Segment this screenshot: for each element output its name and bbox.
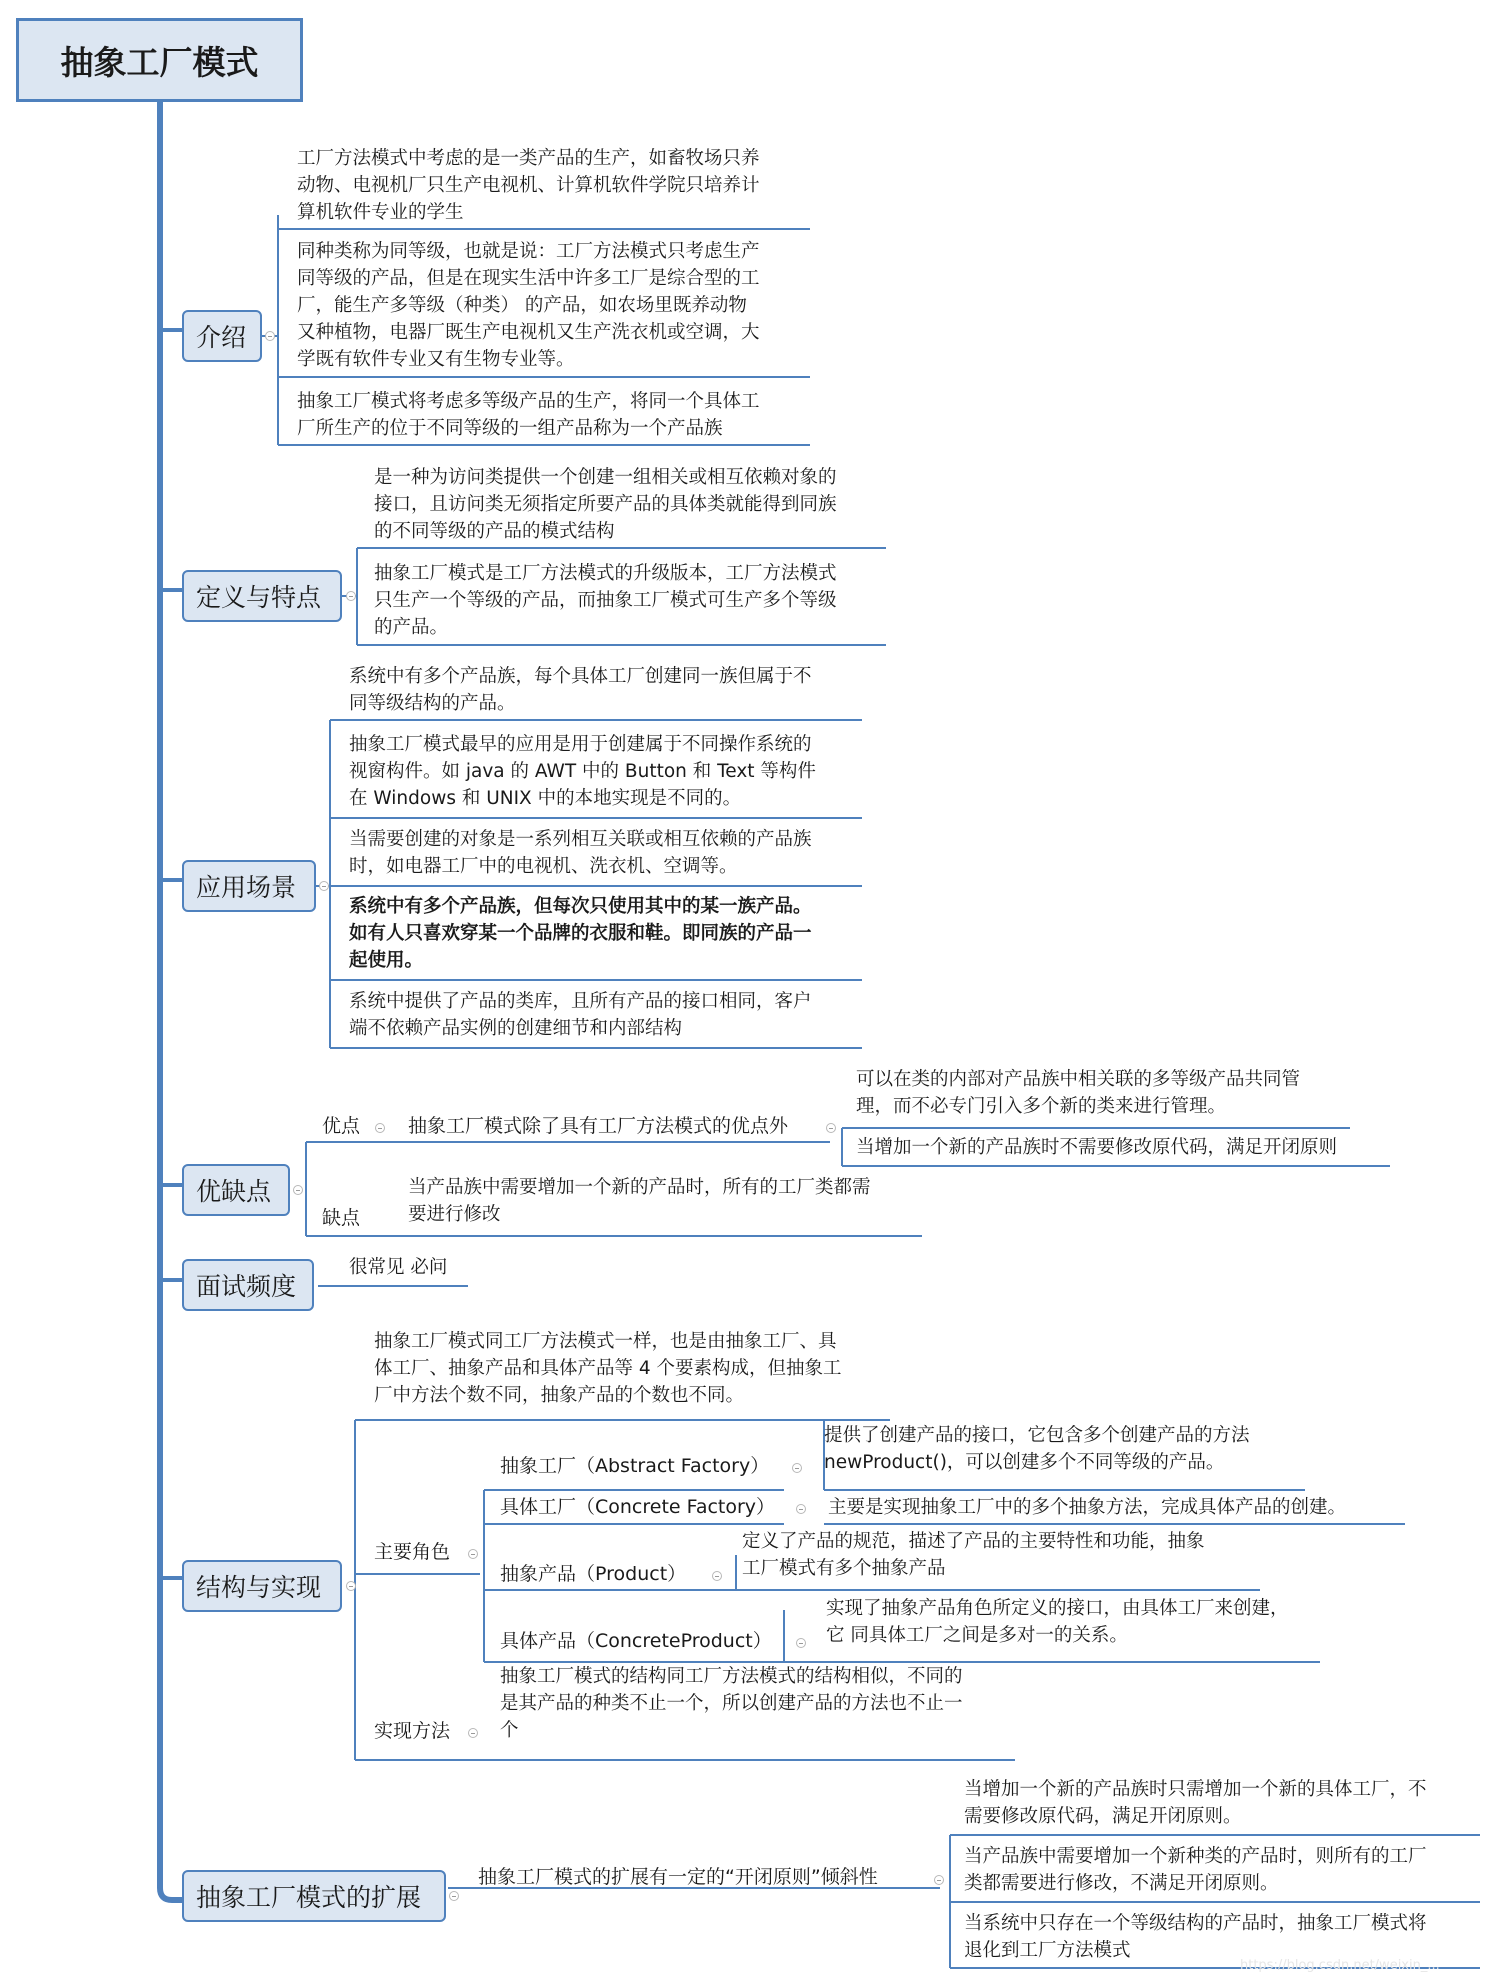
- collapse-icon[interactable]: [319, 881, 329, 891]
- pros-item-2: 当增加一个新的产品族时不需要修改原代码，满足开闭原则: [856, 1137, 1338, 1158]
- scenario-item-1: 系统中有多个产品族，每个具体工厂创建同一族但属于不 同等级结构的产品。: [349, 666, 812, 714]
- definition-item-1: 是一种为访问类提供一个创建一组相关或相互依赖对象的 接口，且访问类无须指定所要产品的具体类就能得到同族 的不同等级的产品的模式结构: [374, 467, 837, 542]
- pros-text: 抽象工厂模式除了具有工厂方法模式的优点外: [408, 1115, 789, 1137]
- pros-item-1: 可以在类的内部对产品族中相关联的多等级产品共同管 理，而不必专门引入多个新的类来进行管理。: [856, 1069, 1301, 1117]
- cons-label: 缺点: [322, 1207, 361, 1229]
- scenario-item-5: 系统中提供了产品的类库，且所有产品的接口相同，客户 端不依赖产品实例的创建细节和内部结构: [349, 991, 812, 1039]
- roles-label: 主要角色: [374, 1541, 451, 1563]
- collapse-icon[interactable]: [934, 1875, 944, 1885]
- role-concrete-product-desc: 实现了抽象产品角色所定义的接口，由具体工厂来创建， 它 同具体工厂之间是多对一的关系。: [826, 1598, 1289, 1646]
- collapse-icon[interactable]: [468, 1728, 478, 1738]
- role-abstract-factory: 抽象工厂（Abstract Factory）: [500, 1455, 770, 1477]
- root-topic[interactable]: 抽象工厂模式: [16, 18, 303, 102]
- collapse-icon[interactable]: [265, 331, 275, 341]
- collapse-icon[interactable]: [796, 1638, 806, 1648]
- topic-proscons[interactable]: 优缺点: [182, 1164, 290, 1216]
- role-concrete-product: 具体产品（ConcreteProduct）: [500, 1630, 772, 1652]
- extension-item-2: 当产品族中需要增加一个新种类的产品时，则所有的工厂 类都需要进行修改，不满足开闭原则。: [964, 1846, 1427, 1894]
- collapse-icon[interactable]: [449, 1891, 459, 1901]
- structure-intro: 抽象工厂模式同工厂方法模式一样，也是由抽象工厂、具 体工厂、抽象产品和具体产品等 4 个要素构成，但抽象工 厂中方法个数不同，抽象产品的个数也不同。: [374, 1331, 842, 1406]
- role-abstract-factory-desc: 提供了创建产品的接口，它包含多个创建产品的方法 newProduct()，可以创建多个不同等级的产品。: [824, 1425, 1250, 1473]
- role-concrete-factory: 具体工厂（Concrete Factory）: [500, 1496, 776, 1518]
- collapse-icon[interactable]: [712, 1571, 722, 1581]
- frequency-text: 很常见 必问: [349, 1257, 448, 1278]
- topic-intro[interactable]: 介绍: [182, 310, 262, 362]
- topic-structure[interactable]: 结构与实现: [182, 1560, 342, 1612]
- collapse-icon[interactable]: [826, 1123, 836, 1133]
- pros-label: 优点: [322, 1115, 361, 1137]
- intro-item-2: 同种类称为同等级，也就是说：工厂方法模式只考虑生产 同等级的产品，但是在现实生活中许多工厂是综合型的工 厂，能生产多等级（种类） 的产品，如农场里既养动物 又种植物，电器厂既生产电视机又生产洗衣机或空调，大 学既有软件专业又有生物专业等。: [297, 241, 760, 370]
- collapse-icon[interactable]: [796, 1504, 806, 1514]
- role-abstract-product-desc: 定义了产品的规范，描述了产品的主要特性和功能，抽象 工厂模式有多个抽象产品: [742, 1531, 1205, 1579]
- collapse-icon[interactable]: [468, 1549, 478, 1559]
- collapse-icon[interactable]: [293, 1185, 303, 1195]
- intro-item-1: 工厂方法模式中考虑的是一类产品的生产，如畜牧场只养 动物、电视机厂只生产电视机、计算机软件学院只培养计 算机软件专业的学生: [297, 148, 760, 223]
- extension-item-1: 当增加一个新的产品族时只需增加一个新的具体工厂，不 需要修改原代码，满足开闭原则。: [964, 1779, 1427, 1827]
- definition-item-2: 抽象工厂模式是工厂方法模式的升级版本，工厂方法模式 只生产一个等级的产品，而抽象工厂模式可生产多个等级 的产品。: [374, 563, 837, 638]
- collapse-icon[interactable]: [792, 1463, 802, 1473]
- topic-frequency[interactable]: 面试频度: [182, 1259, 314, 1311]
- watermark: https://blog.csdn.net/weixin_...: [1240, 1958, 1440, 1973]
- collapse-icon[interactable]: [346, 1581, 356, 1591]
- impl-text: 抽象工厂模式的结构同工厂方法模式的结构相似，不同的 是其产品的种类不止一个，所以创建产品的方法也不止一 个: [500, 1666, 963, 1741]
- intro-item-3: 抽象工厂模式将考虑多等级产品的生产，将同一个具体工 厂所生产的位于不同等级的一组产品称为一个产品族: [297, 391, 760, 439]
- scenario-item-4: 系统中有多个产品族，但每次只使用其中的某一族产品。 如有人只喜欢穿某一个品牌的衣服和鞋。即同族的产品一 起使用。: [349, 896, 812, 971]
- topic-extension[interactable]: 抽象工厂模式的扩展: [182, 1870, 446, 1922]
- cons-text: 当产品族中需要增加一个新的产品时，所有的工厂类都需 要进行修改: [408, 1177, 871, 1225]
- impl-label: 实现方法: [374, 1720, 451, 1742]
- collapse-icon[interactable]: [346, 591, 356, 601]
- scenario-item-3: 当需要创建的对象是一系列相互关联或相互依赖的产品族 时，如电器工厂中的电视机、洗衣机、空调等。: [349, 829, 812, 877]
- scenario-item-2: 抽象工厂模式最早的应用是用于创建属于不同操作系统的 视窗构件。如 java 的 AWT 中的 Button 和 Text 等构件 在 Windows 和 UNIX 中的本地实现是不同的。: [349, 734, 816, 809]
- role-concrete-factory-desc: 主要是实现抽象工厂中的多个抽象方法，完成具体产品的创建。: [828, 1497, 1347, 1518]
- topic-definition[interactable]: 定义与特点: [182, 570, 342, 622]
- extension-text: 抽象工厂模式的扩展有一定的“开闭原则”倾斜性: [478, 1866, 878, 1888]
- role-abstract-product: 抽象产品（Product）: [500, 1563, 687, 1585]
- collapse-icon[interactable]: [375, 1123, 385, 1133]
- extension-item-3: 当系统中只存在一个等级结构的产品时，抽象工厂模式将 退化到工厂方法模式: [964, 1913, 1427, 1961]
- topic-scenarios[interactable]: 应用场景: [182, 860, 316, 912]
